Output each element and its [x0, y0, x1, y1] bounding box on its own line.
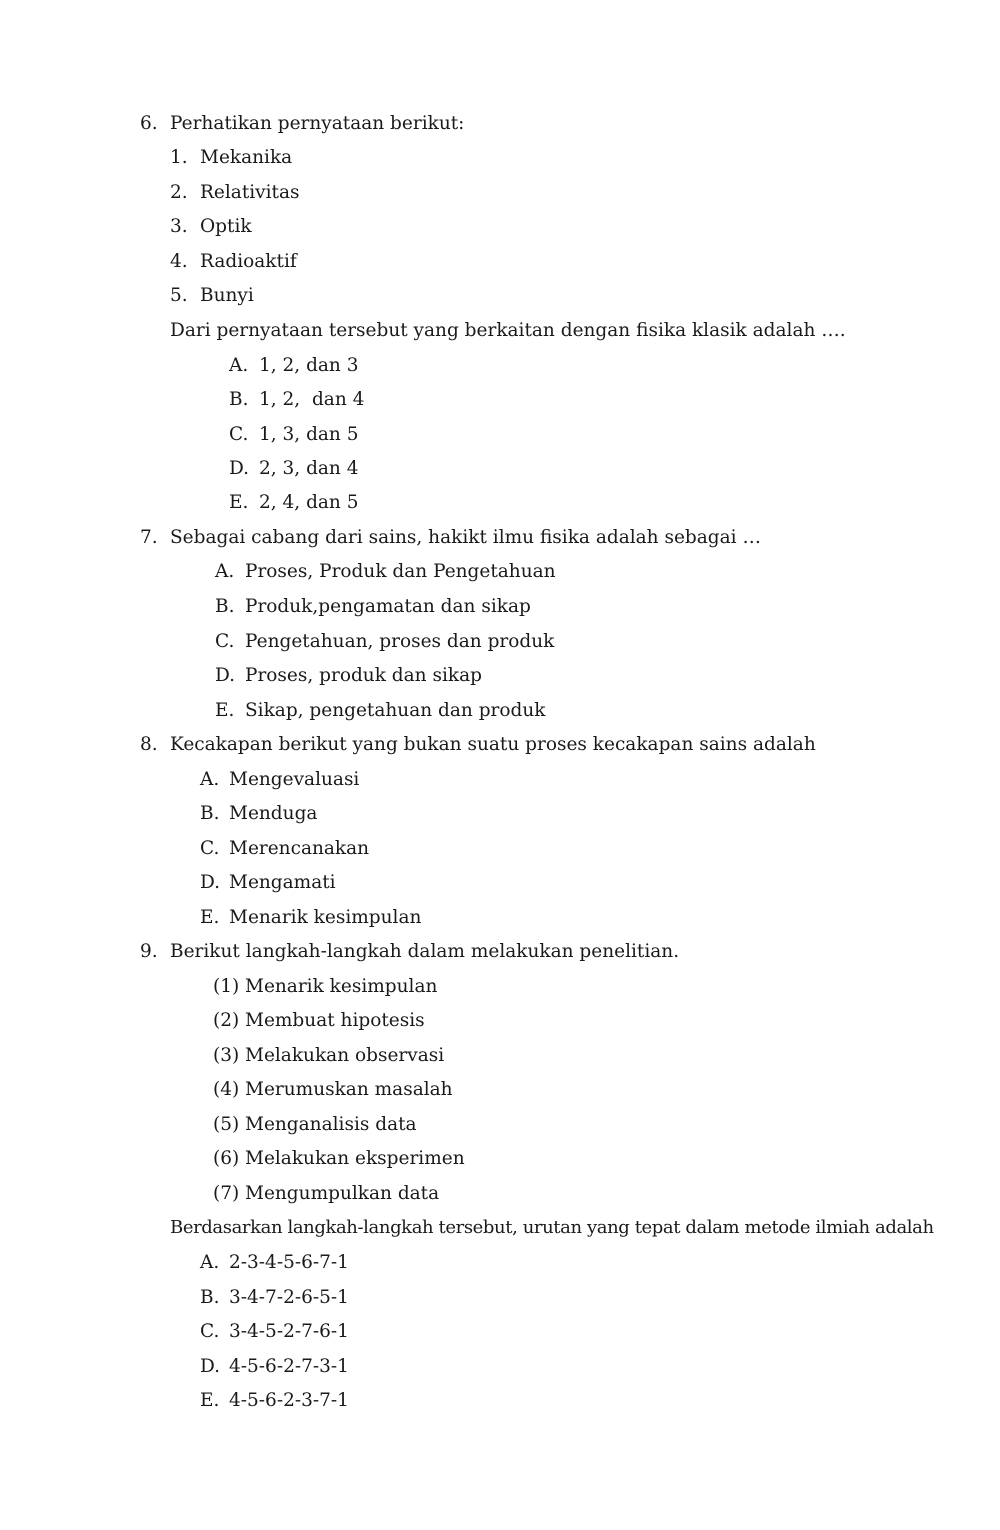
option-letter[interactable]: A.: [200, 1252, 220, 1273]
option-c[interactable]: 3-4-5-2-7-6-1: [229, 1321, 349, 1342]
question-number: 6.: [140, 113, 158, 134]
step-number: (2): [213, 1010, 240, 1031]
question-number: 9.: [140, 941, 158, 962]
option-letter[interactable]: B.: [215, 596, 235, 617]
option-e[interactable]: Sikap, pengetahuan dan produk: [245, 700, 546, 721]
step-number: (7): [213, 1183, 240, 1204]
option-d[interactable]: Mengamati: [229, 872, 336, 893]
list-item-number: 4.: [170, 251, 188, 272]
list-item: Optik: [200, 216, 252, 237]
list-item: Radioaktif: [200, 251, 297, 272]
option-d[interactable]: 4-5-6-2-7-3-1: [229, 1356, 349, 1377]
option-c[interactable]: Pengetahuan, proses dan produk: [245, 631, 555, 652]
option-letter[interactable]: C.: [229, 424, 249, 445]
option-a[interactable]: 2-3-4-5-6-7-1: [229, 1252, 349, 1273]
list-item-number: 1.: [170, 147, 188, 168]
option-letter[interactable]: A.: [229, 355, 249, 376]
option-a[interactable]: Proses, Produk dan Pengetahuan: [245, 561, 556, 582]
step-number: (1): [213, 976, 240, 997]
question-stem: Sebagai cabang dari sains, hakikt ilmu fisika adalah sebagai …: [170, 527, 761, 548]
option-b[interactable]: Menduga: [229, 803, 318, 824]
option-a[interactable]: 1, 2, dan 3: [259, 355, 359, 376]
list-item: Mekanika: [200, 147, 293, 168]
step-number: (5): [213, 1114, 240, 1135]
question-number: 8.: [140, 734, 158, 755]
option-letter[interactable]: E.: [200, 1390, 220, 1411]
option-e[interactable]: 4-5-6-2-3-7-1: [229, 1390, 349, 1411]
option-c[interactable]: Merencanakan: [229, 838, 370, 859]
option-e[interactable]: Menarik kesimpulan: [229, 907, 422, 928]
option-d[interactable]: Proses, produk dan sikap: [245, 665, 482, 686]
list-item-number: 2.: [170, 182, 188, 203]
step-item: Menganalisis data: [245, 1114, 417, 1135]
question-prompt: Berdasarkan langkah-langkah tersebut, urutan yang tepat dalam metode ilmiah adalah: [170, 1217, 934, 1238]
list-item: Relativitas: [200, 182, 300, 203]
step-item: Membuat hipotesis: [245, 1010, 425, 1031]
step-number: (4): [213, 1079, 240, 1100]
option-letter[interactable]: D.: [200, 1356, 221, 1377]
option-letter[interactable]: B.: [229, 389, 249, 410]
question-stem: Perhatikan pernyataan berikut:: [170, 113, 465, 134]
question-number: 7.: [140, 527, 158, 548]
step-item: Melakukan observasi: [245, 1045, 445, 1066]
question-stem: Kecakapan berikut yang bukan suatu proses kecakapan sains adalah: [170, 734, 816, 755]
step-number: (3): [213, 1045, 240, 1066]
option-letter[interactable]: D.: [229, 458, 250, 479]
option-letter[interactable]: C.: [200, 1321, 220, 1342]
option-letter[interactable]: C.: [200, 838, 220, 859]
option-b[interactable]: 3-4-7-2-6-5-1: [229, 1287, 349, 1308]
list-item: Bunyi: [200, 285, 254, 306]
step-item: Melakukan eksperimen: [245, 1148, 465, 1169]
step-item: Mengumpulkan data: [245, 1183, 440, 1204]
option-letter[interactable]: E.: [200, 907, 220, 928]
option-b[interactable]: 1, 2, dan 4: [259, 389, 365, 410]
option-d[interactable]: 2, 3, dan 4: [259, 458, 359, 479]
option-letter[interactable]: A.: [200, 769, 220, 790]
step-item: Merumuskan masalah: [245, 1079, 453, 1100]
option-letter[interactable]: E.: [215, 700, 235, 721]
option-letter[interactable]: A.: [215, 561, 235, 582]
step-item: Menarik kesimpulan: [245, 976, 438, 997]
option-letter[interactable]: B.: [200, 1287, 220, 1308]
option-letter[interactable]: C.: [215, 631, 235, 652]
option-letter[interactable]: E.: [229, 492, 249, 513]
list-item-number: 3.: [170, 216, 188, 237]
question-stem: Berikut langkah-langkah dalam melakukan penelitian.: [170, 941, 680, 962]
option-e[interactable]: 2, 4, dan 5: [259, 492, 359, 513]
option-letter[interactable]: B.: [200, 803, 220, 824]
option-letter[interactable]: D.: [215, 665, 236, 686]
option-b[interactable]: Produk,pengamatan dan sikap: [245, 596, 531, 617]
list-item-number: 5.: [170, 285, 188, 306]
option-letter[interactable]: D.: [200, 872, 221, 893]
option-a[interactable]: Mengevaluasi: [229, 769, 360, 790]
question-prompt: Dari pernyataan tersebut yang berkaitan dengan fisika klasik adalah ….: [170, 320, 846, 341]
option-c[interactable]: 1, 3, dan 5: [259, 424, 359, 445]
step-number: (6): [213, 1148, 240, 1169]
